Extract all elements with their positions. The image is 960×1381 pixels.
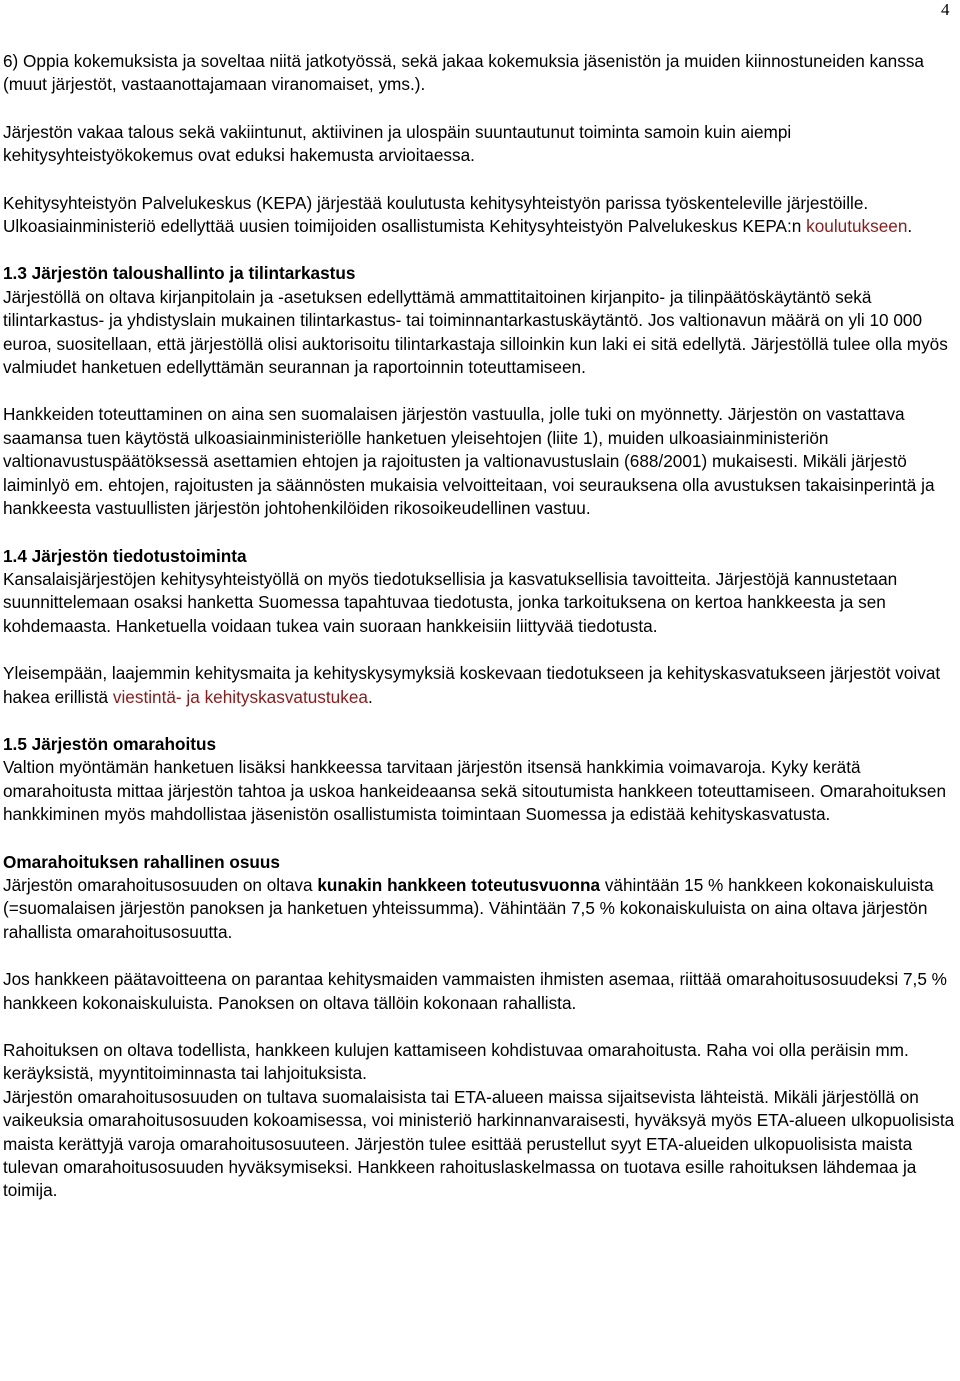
section-1-4-paragraph-1: Kansalaisjärjestöjen kehitysyhteistyöllä on myös tiedotuksellisia ja kasvatuksellisia tavoitteita. Järjestöjä kannustetaan suunnittelemaan osaksi hanketta Suomessa tapahtuvaa tiedotusta, jonka tarkoituksena on kertoa hankkeesta ja sen kohdemaasta. Hanketuella voidaan tukea vain suoraan hankkeisiin liittyvää tiedotusta. xyxy=(3,568,898,636)
rahallinen-text-a: Järjestön omarahoitusosuuden on oltava xyxy=(3,874,318,895)
subsection-heading-rahallinen: Omarahoituksen rahallinen osuus xyxy=(3,851,280,872)
rahallinen-paragraph-2: Jos hankkeen päätavoitteena on parantaa kehitysmaiden vammaisten ihmisten asemaa, riittää omarahoitusosuudeksi 7,5 % hankkeen kokonaiskuluista. Panoksen on oltava tällöin kokonaan rahallista. xyxy=(3,969,947,1013)
section-1-3-paragraph-2: Hankkeiden toteuttaminen on aina sen suomalaisen järjestön vastuulla, jolle tuki on myönnetty. Järjestön on vastattava saamansa tuen käytöstä ulkoasiainministeriölle hanketuen yleisehtojen (liite 1), muiden ulkoasiainministeriön valtionavustuspäätöksessä asettamien ehtojen ja rajoitusten ja valtionavustuslain (688/2001) mukaisesti. Mikäli järjestö laiminlyö em. ehtojen, rajoitusten ja säännösten mukaisia velvoitteitaan, voi seurauksena olla avustuksen takaisinperintä ja hankkeesta vastuullisten järjestön johtohenkilöiden rikosoikeudellinen vastuu. xyxy=(3,404,935,519)
intro-paragraph: Järjestön vakaa talous sekä vakiintunut, aktiivinen ja ulospäin suuntautunut toiminta samoin kuin aiempi kehitysyhteistyökokemus ovat eduksi hakemusta arvioitaessa. xyxy=(3,121,792,166)
section-heading-1-3: 1.3 Järjestön taloushallinto ja tilintarkastus xyxy=(3,263,356,284)
section-heading-1-4: 1.4 Järjestön tiedotustoiminta xyxy=(3,545,247,566)
rahallinen-paragraph-4: Järjestön omarahoitusosuuden on tultava suomalaisista tai ETA-alueen maissa sijaitsevista lähteistä. Mikäli järjestöllä on vaikeuksia omarahoitusosuuden kokoamisessa, voi ministeriö harkinnanvaraisesti, hyväksyä myös ETA-alueen ulkopuolisista maista kerättyjä varoja omarahoitusosuuteen. Järjestön tulee esittää perustellut syyt ETA-alueiden ulkopuolisista maista tulevan omarahoitusosuuden hyväksymiseksi. Hankkeen rahoituslaskelmassa on tuotava esille rahoituksen lähdemaa ja toimija. xyxy=(3,1086,955,1201)
kepa-paragraph xyxy=(3,192,958,239)
page-number: 4 xyxy=(941,0,950,19)
viestinta-tuki-link[interactable]: viestintä- ja kehityskasvatustukea xyxy=(112,686,368,707)
list-item-6: 6) Oppia kokemuksista ja soveltaa niitä jatkotyössä, sekä jakaa kokemuksia jäsenistön ja muiden kiinnostuneiden kanssa (muut järjestöt, vastaanottajamaan viranomaiset, yms.). xyxy=(3,51,924,95)
section-1-5-paragraph-1: Valtion myöntämän hanketuen lisäksi hankkeessa tarvitaan järjestön itsensä hankkimia voimavaroja. Kyky kerätä omarahoitusta mittaa järjestön tahtoa ja uskoa hankeideaansa sekä sitoutumista hankkeen toteuttamiseen. Omarahoituksen hankkiminen myös mahdollistaa jäsenistön osallistumista toimintaan Suomessa ja edistää kehityskasvatusta. xyxy=(3,757,947,825)
rahallinen-bold-text: kunakin hankkeen toteutusvuonna xyxy=(317,874,601,895)
section-1-4-paragraph-2 xyxy=(3,662,958,709)
tiedotus-text: Yleisempään, laajemmin kehitysmaita ja kehityskysymyksiä koskevaan tiedotukseen ja kehityskasvatukseen järjestöt voivat hakea erillistä xyxy=(3,663,941,707)
section-1-3-paragraph-1: Järjestöllä on oltava kirjanpitolain ja -asetuksen edellyttämä ammattitaitoinen kirjanpito- ja tilinpäätöskäytäntö sekä tilintarkastus- ja yhdistyslain mukainen tilintarkastus- tai toiminnantarkastuskäytäntö. Jos valtionavun määrä on yli 10 000 euroa, suositellaan, että järjestöllä olisi auktorisoitu tilintarkastaja silloinkin kun laki ei sitä edellytä. Järjestöllä tulee olla myös valmiudet hanketuen edellyttämän seurannan ja raportoinnin toteuttamiseen. xyxy=(3,286,948,378)
rahallinen-paragraph-1 xyxy=(3,874,958,944)
section-heading-1-5: 1.5 Järjestön omarahoitus xyxy=(3,733,217,754)
kepa-end: . xyxy=(907,216,913,237)
kepa-text: Kehitysyhteistyön Palvelukeskus (KEPA) järjestää koulutusta kehitysyhteistyön parissa työskenteleville järjestöille. Ulkoasiainministeriö edellyttää uusien toimijoiden osallistumista Kehitysyhteistyön Palvelukeskus KEPA:n xyxy=(3,192,869,237)
koulutukseen-link[interactable]: koulutukseen xyxy=(806,216,908,237)
document-body xyxy=(3,50,958,1203)
tiedotus-end: . xyxy=(367,686,373,707)
rahallinen-text-b: vähintään 15 % hankkeen kokonaiskuluista (=suomalaisen järjestön panoksen ja hanketuen yhteissumma). Vähintään 7,5 % kokonaiskuluista on aina oltava järjestön rahallista omarahoitusosuutta. xyxy=(3,874,934,942)
rahallinen-paragraph-3: Rahoituksen on oltava todellista, hankkeen kulujen kattamiseen kohdistuvaa omarahoitusta. Raha voi olla peräisin mm. keräyksistä, myyntitoiminnasta tai lahjoituksista. xyxy=(3,1040,909,1084)
